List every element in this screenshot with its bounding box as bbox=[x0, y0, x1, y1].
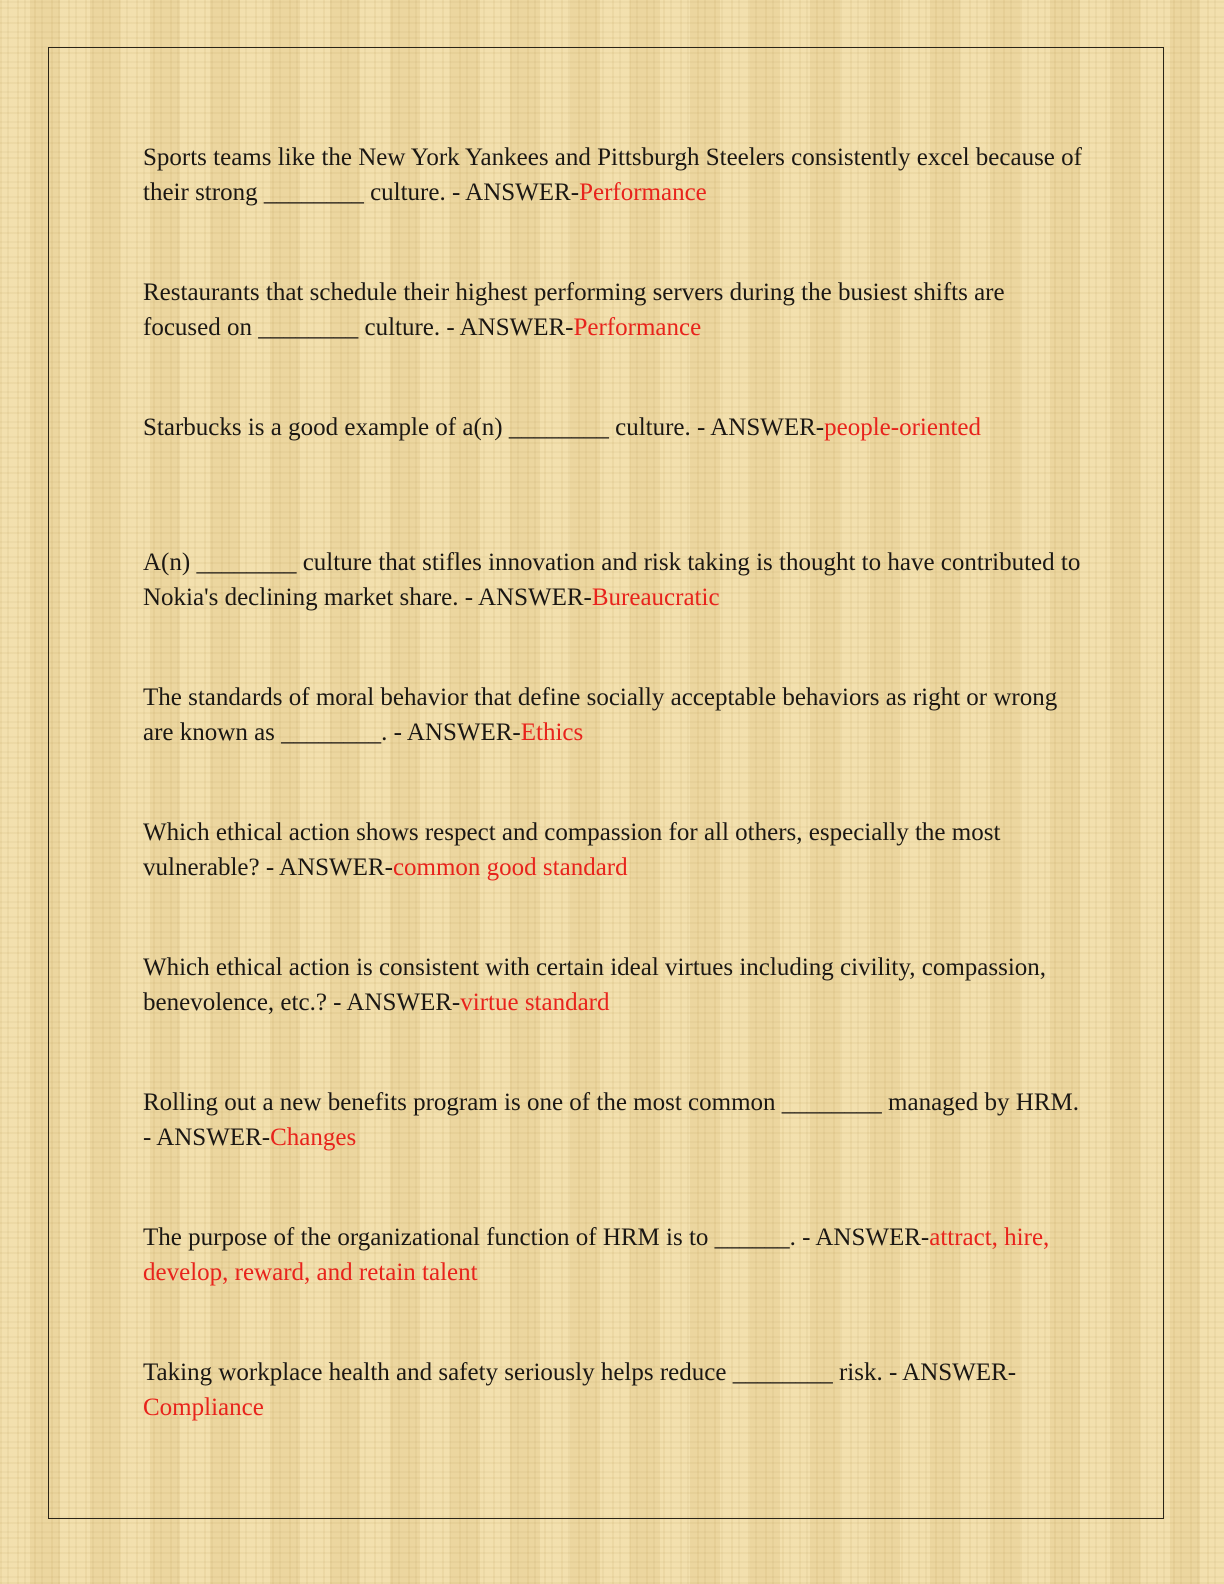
answer-text: Performance bbox=[573, 313, 702, 341]
question-text: Sports teams like the New York Yankees and Pittsburgh Steelers consistently excel because of their strong ________ culture. - ANSWER- bbox=[143, 144, 1082, 206]
answer-text: Performance bbox=[579, 178, 707, 206]
answer-text: Changes bbox=[270, 1123, 357, 1151]
qa-item bbox=[143, 1086, 1088, 1221]
question-text: The standards of moral behavior that define socially acceptable behaviors as right or wrong are known as ________. - ANSWER- bbox=[143, 684, 1058, 746]
question-text: Starbucks is a good example of a(n) ________ culture. - ANSWER- bbox=[143, 414, 825, 441]
question-text: Taking workplace health and safety seriously helps reduce ________ risk. - ANSWER- bbox=[143, 1359, 1017, 1386]
qa-item bbox=[143, 681, 1088, 816]
qa-item bbox=[143, 276, 1088, 411]
answer-text: Ethics bbox=[520, 718, 584, 746]
answer-text: Bureaucratic bbox=[591, 583, 720, 611]
qa-item bbox=[143, 951, 1088, 1086]
qa-item bbox=[143, 546, 1088, 681]
question-text: Restaurants that schedule their highest performing servers during the busiest shifts are focused on ________ culture. - ANSWER- bbox=[143, 279, 1005, 341]
qa-item bbox=[143, 816, 1088, 951]
question-text: Rolling out a new benefits program is one of the most common ________ managed by HRM. - ANSWER- bbox=[143, 1089, 1079, 1151]
answer-text: people-oriented bbox=[824, 414, 981, 441]
question-text: The purpose of the organizational function of HRM is to ______. - ANSWER- bbox=[143, 1224, 930, 1251]
answer-text: virtue standard bbox=[460, 988, 610, 1016]
answer-text: common good standard bbox=[392, 853, 628, 881]
answer-text: attract, hire, develop, reward, and retain talent bbox=[143, 1224, 1050, 1286]
question-text: Which ethical action shows respect and compassion for all others, especially the most vulnerable? - ANSWER- bbox=[143, 819, 1001, 881]
qa-item bbox=[143, 1221, 1088, 1356]
qa-list bbox=[143, 141, 1088, 1491]
qa-item bbox=[143, 411, 1088, 546]
question-text: Which ethical action is consistent with certain ideal virtues including civility, compassion, benevolence, etc.? - ANSWER- bbox=[143, 954, 1047, 1016]
qa-item bbox=[143, 141, 1088, 276]
qa-item bbox=[143, 1356, 1088, 1491]
answer-text: Compliance bbox=[143, 1393, 264, 1421]
question-text: A(n) ________ culture that stifles innovation and risk taking is thought to have contributed to Nokia's declining market share. - ANSWER- bbox=[143, 549, 1081, 611]
